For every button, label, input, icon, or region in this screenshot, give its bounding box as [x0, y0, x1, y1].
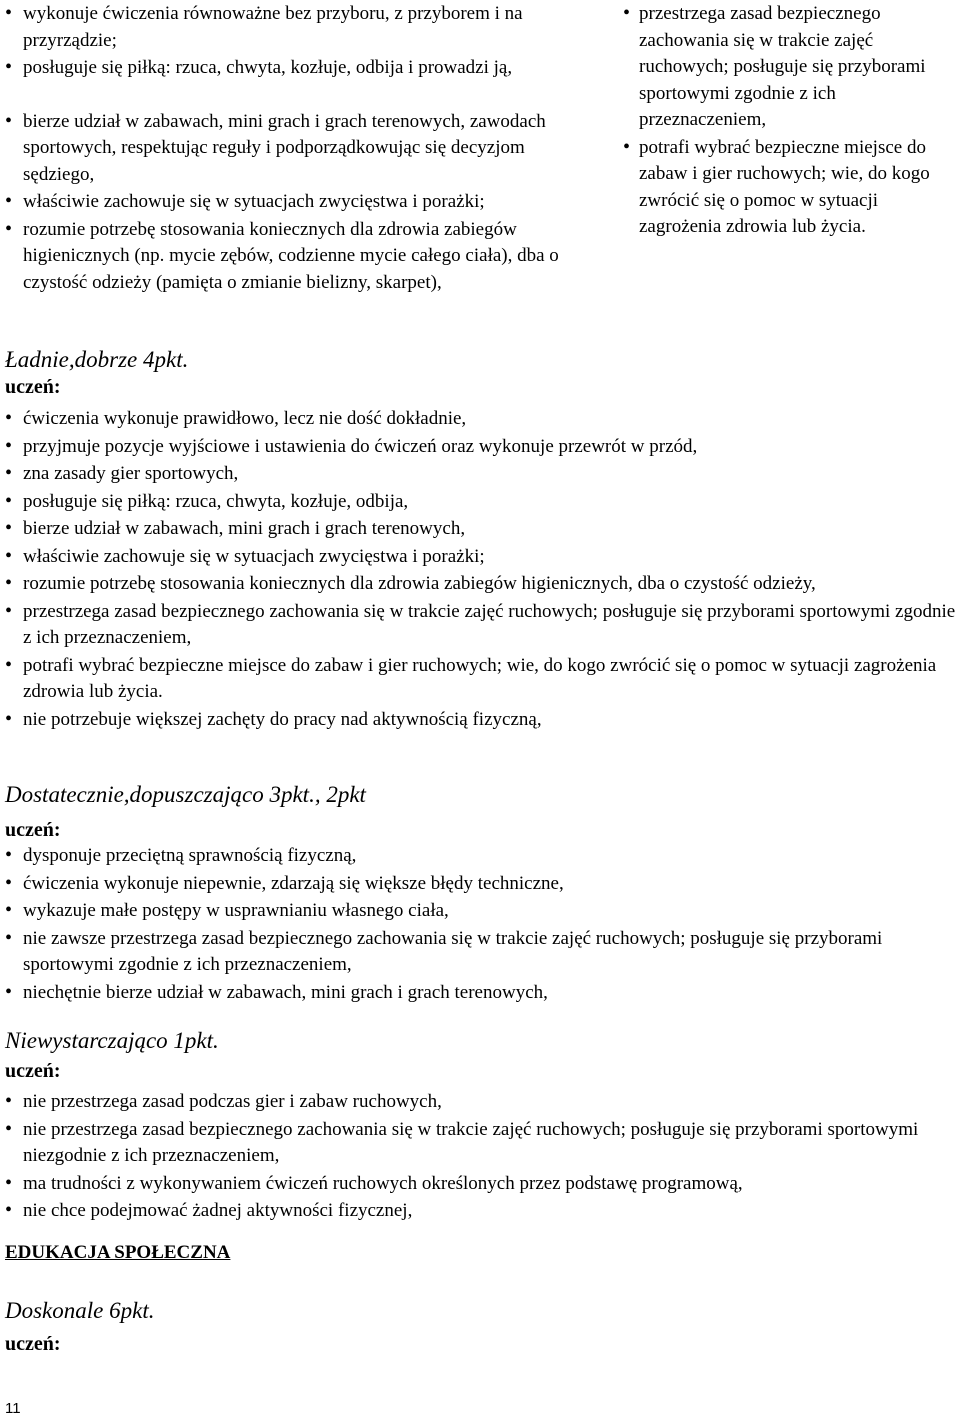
- spacer: [5, 82, 597, 108]
- list-item: • wykazuje małe postępy w usprawnianiu własnego ciała,: [5, 897, 960, 925]
- ladnie-criteria-list: [5, 405, 960, 733]
- section-heading-edukacja-spoleczna: EDUKACJA SPOŁECZNA: [5, 1242, 231, 1263]
- list-item: • posługuje się piłką: rzuca, chwyta, kozłuje, odbija,: [5, 488, 960, 516]
- left-column: [5, 0, 597, 296]
- list-item: • rozumie potrzebę stosowania koniecznych dla zdrowia zabiegów higienicznych, dba o czystość odzieży,: [5, 570, 960, 598]
- niewystarczajaco-criteria-list: [5, 1088, 960, 1225]
- list-item: • rozumie potrzebę stosowania koniecznych dla zdrowia zabiegów higienicznych (np. mycie zębów, codzienne mycie całego ciała), dba o czystość odzieży (pamięta o zmianie bielizny, skarpet),: [5, 216, 597, 297]
- uczen-label: uczeń:: [5, 1333, 61, 1355]
- left-column-list-continued: [5, 108, 597, 297]
- list-item: • zna zasady gier sportowych,: [5, 460, 960, 488]
- grade-heading-dostatecznie: Dostatecznie,dopuszczająco 3pkt., 2pkt: [5, 782, 366, 807]
- right-column: [623, 0, 960, 241]
- list-item: • ćwiczenia wykonuje niepewnie, zdarzają się większe błędy techniczne,: [5, 870, 960, 898]
- list-item: • właściwie zachowuje się w sytuacjach zwycięstwa i porażki;: [5, 543, 960, 571]
- list-item: • dysponuje przeciętną sprawnością fizyczną,: [5, 842, 960, 870]
- list-item: • ma trudności z wykonywaniem ćwiczeń ruchowych określonych przez podstawę programową,: [5, 1170, 960, 1198]
- uczen-label: uczeń:: [5, 1060, 61, 1082]
- list-item: • nie przestrzega zasad podczas gier i zabaw ruchowych,: [5, 1088, 960, 1116]
- list-item: • nie chce podejmować żadnej aktywności fizycznej,: [5, 1197, 960, 1225]
- list-item: • bierze udział w zabawach, mini grach i grach terenowych,: [5, 515, 960, 543]
- list-item: • ćwiczenia wykonuje prawidłowo, lecz nie dość dokładnie,: [5, 405, 960, 433]
- list-item: • niechętnie bierze udział w zabawach, mini grach i grach terenowych,: [5, 979, 960, 1007]
- list-item: • wykonuje ćwiczenia równoważne bez przyboru, z przyborem i na przyrządzie;: [5, 0, 597, 54]
- grade-heading-ladnie: Ładnie,dobrze 4pkt.: [5, 347, 189, 372]
- list-item: • nie zawsze przestrzega zasad bezpiecznego zachowania się w trakcie zajęć ruchowych; posługuje się przyborami sportowymi zgodnie z ich przeznaczeniem,: [5, 925, 960, 979]
- list-item: • nie przestrzega zasad bezpiecznego zachowania się w trakcie zajęć ruchowych; posługuje się przyborami sportowymi niezgodnie z ich przeznaczeniem,: [5, 1116, 960, 1170]
- list-item: • potrafi wybrać bezpieczne miejsce do zabaw i gier ruchowych; wie, do kogo zwrócić się o pomoc w sytuacji zagrożenia zdrowia lub życia.: [5, 652, 960, 706]
- right-column-list: [623, 0, 960, 241]
- list-item: • nie potrzebuje większej zachęty do pracy nad aktywnością fizyczną,: [5, 706, 960, 734]
- left-column-list: [5, 0, 597, 82]
- list-item: • właściwie zachowuje się w sytuacjach zwycięstwa i porażki;: [5, 188, 597, 216]
- grade-heading-niewystarczajaco: Niewystarczająco 1pkt.: [5, 1028, 219, 1053]
- dostatecznie-criteria-list: [5, 842, 960, 1006]
- grade-heading-doskonale: Doskonale 6pkt.: [5, 1298, 155, 1323]
- list-item: • przyjmuje pozycje wyjściowe i ustawienia do ćwiczeń oraz wykonuje przewrót w przód,: [5, 433, 960, 461]
- uczen-label: uczeń:: [5, 819, 61, 841]
- list-item: • bierze udział w zabawach, mini grach i grach terenowych, zawodach sportowych, respektując reguły i podporządkowując się decyzjom sędziego,: [5, 108, 597, 189]
- list-item: • przestrzega zasad bezpiecznego zachowania się w trakcie zajęć ruchowych; posługuje się przyborami sportowymi zgodnie z ich przeznaczeniem,: [5, 598, 960, 652]
- list-item: • potrafi wybrać bezpieczne miejsce do zabaw i gier ruchowych; wie, do kogo zwrócić się o pomoc w sytuacji zagrożenia zdrowia lub życia.: [623, 134, 960, 241]
- list-item: • posługuje się piłką: rzuca, chwyta, kozłuje, odbija i prowadzi ją,: [5, 54, 597, 82]
- list-item: • przestrzega zasad bezpiecznego zachowania się w trakcie zajęć ruchowych; posługuje się przyborami sportowymi zgodnie z ich przeznaczeniem,: [623, 0, 960, 134]
- uczen-label: uczeń:: [5, 376, 61, 398]
- page-number: 11: [5, 1400, 21, 1417]
